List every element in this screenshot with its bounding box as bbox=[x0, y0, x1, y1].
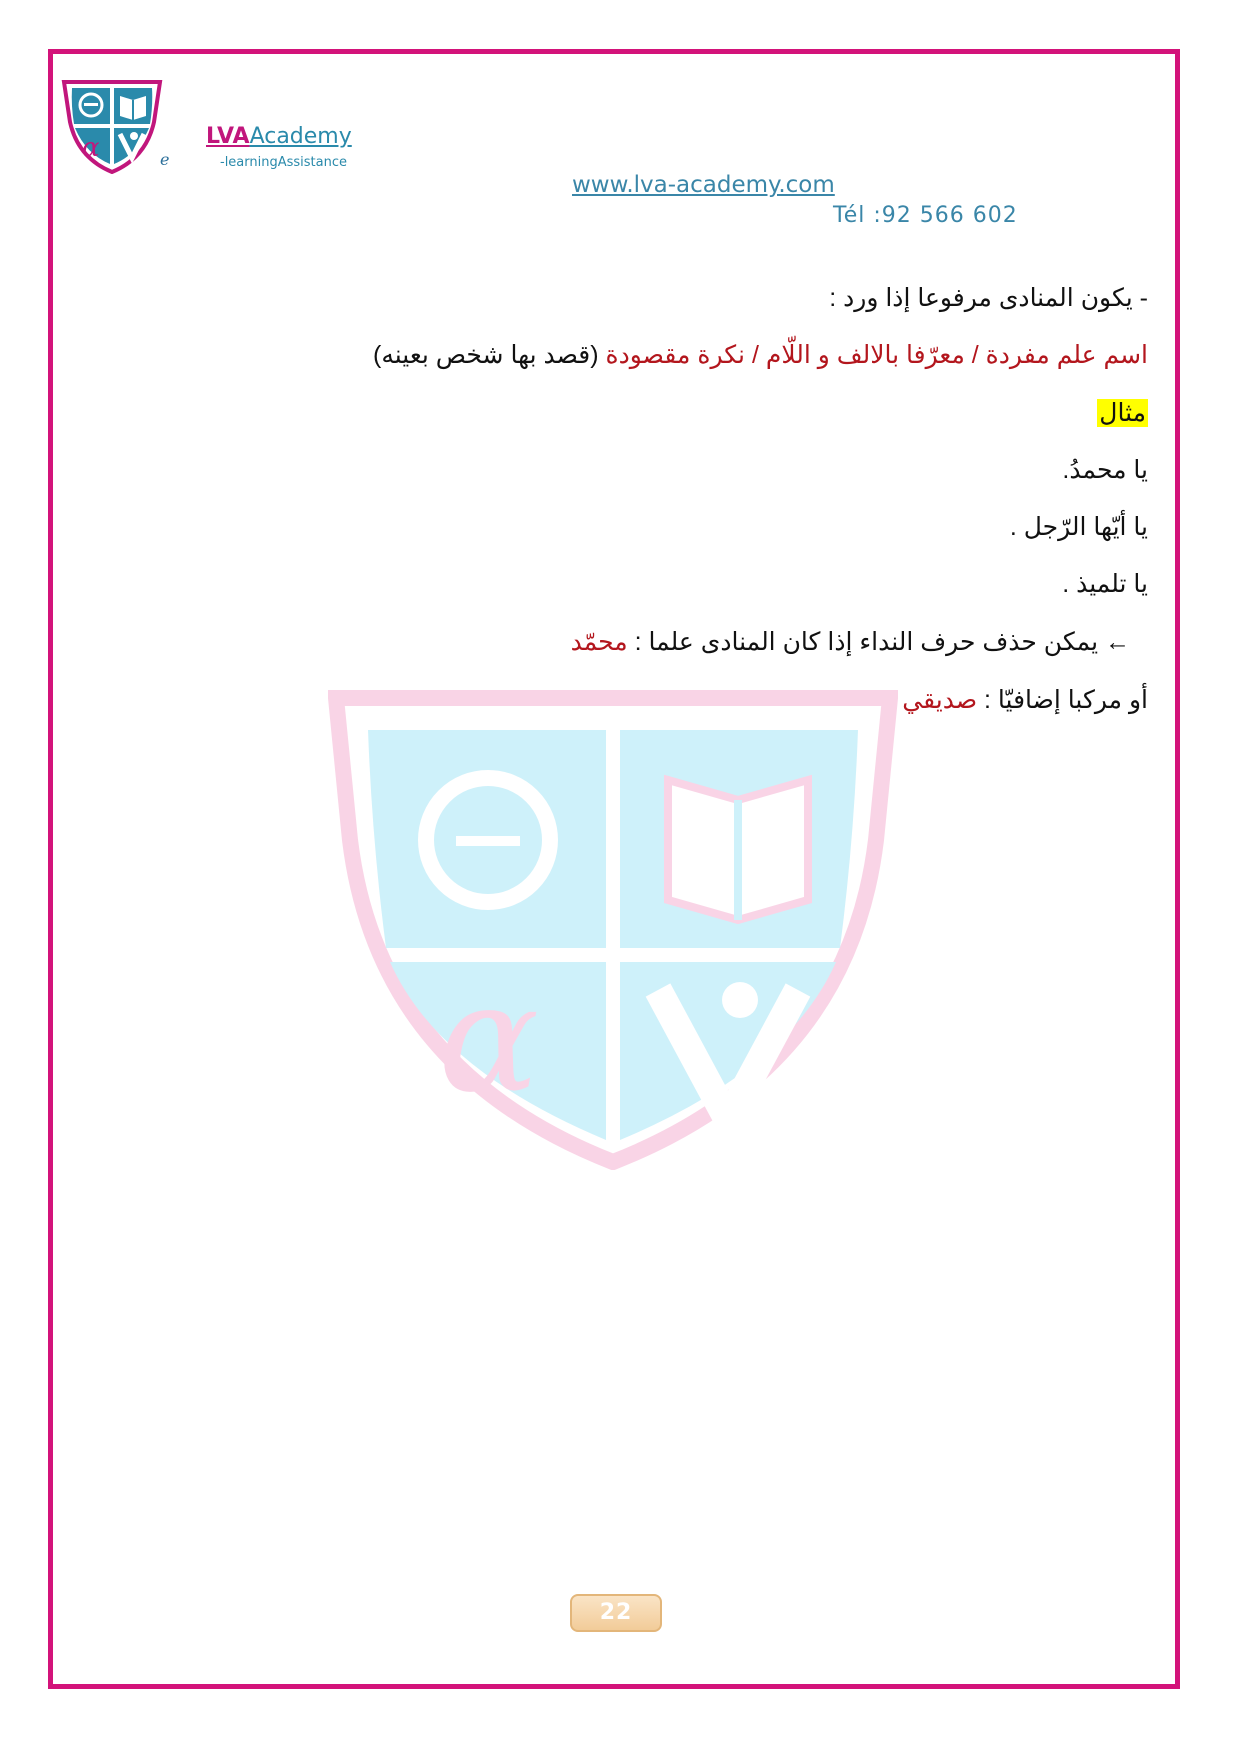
example-3-text: يا تلميذ . bbox=[1062, 570, 1148, 598]
omission-text: ← يمكن حذف حرف النداء إذا كان المنادى علما : bbox=[627, 628, 1130, 656]
brand-tagline: -learningAssistance bbox=[220, 155, 347, 170]
logo-e-mark: e bbox=[160, 150, 170, 169]
svg-text:α: α bbox=[82, 133, 100, 163]
compound-example: صديقي bbox=[902, 686, 978, 714]
compound-text: أو مركبا إضافيّا : bbox=[977, 686, 1148, 714]
cases-line bbox=[373, 340, 1148, 370]
rule-intro-text: - يكون المنادى مرفوعا إذا ورد : bbox=[829, 284, 1148, 312]
website-link[interactable]: www.lva-academy.com bbox=[572, 172, 835, 198]
brand-name[interactable] bbox=[206, 124, 352, 149]
cases-red-text: اسم علم مفردة / معرّفا بالالف و اللّام / نكرة مقصودة bbox=[605, 341, 1148, 369]
omission-example: محمّد bbox=[570, 628, 628, 656]
brand-academy: Academy bbox=[249, 124, 352, 149]
example-2 bbox=[1010, 512, 1148, 542]
example-label: مثال bbox=[1099, 399, 1146, 427]
lva-shield-watermark-icon bbox=[328, 690, 898, 1170]
brand-lva: LVA bbox=[206, 124, 250, 149]
example-2-text: يا أيّها الرّجل . bbox=[1009, 513, 1148, 541]
omission-rule bbox=[571, 627, 1130, 657]
compound-rule bbox=[902, 685, 1148, 715]
example-3 bbox=[1062, 569, 1148, 599]
lva-shield-logo-icon bbox=[58, 78, 166, 174]
svg-text:α: α bbox=[438, 952, 540, 1126]
rule-intro bbox=[829, 283, 1148, 313]
example-1-text: يا محمدُ. bbox=[1062, 456, 1148, 484]
page-number-badge: 22 bbox=[570, 1594, 662, 1632]
example-1 bbox=[1062, 455, 1148, 485]
cases-note-text: (قصد بها شخص بعينه) bbox=[373, 341, 606, 369]
example-heading bbox=[1097, 398, 1148, 428]
phone-number: Tél :92 566 602 bbox=[833, 203, 1018, 228]
